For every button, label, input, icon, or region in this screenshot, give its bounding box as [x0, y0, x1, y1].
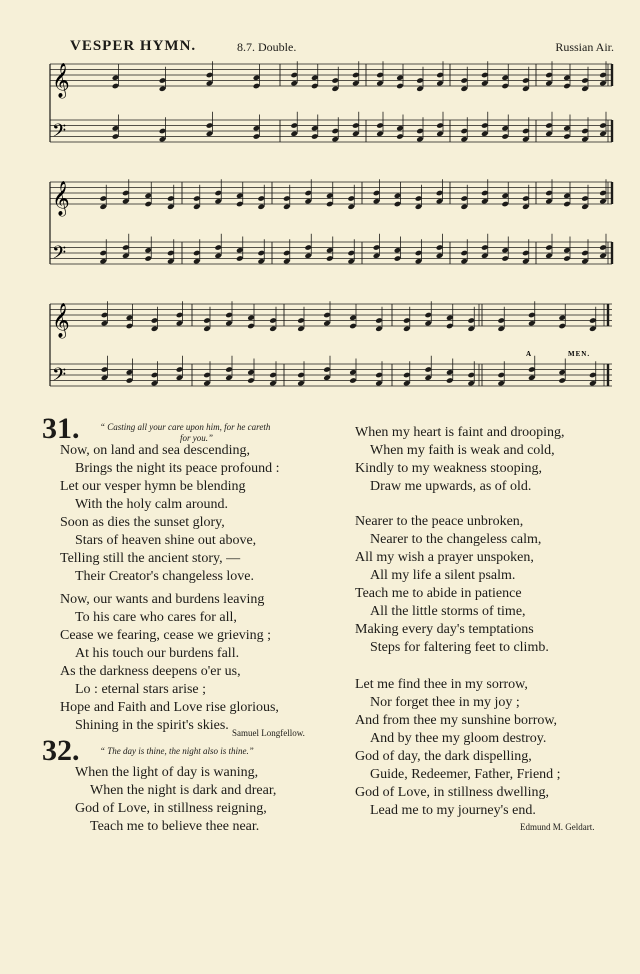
hymn-number-31: 31.	[42, 412, 80, 445]
verse-line: At his touch our burdens fall.	[75, 646, 240, 661]
verse-line: When the light of day is waning,	[75, 765, 259, 780]
verse-line: To his care who cares for all,	[75, 610, 237, 625]
verse-line: Steps for faltering feet to climb.	[370, 640, 549, 655]
verse-line: When the night is dark and drear,	[90, 783, 277, 798]
verse-line: God of Love, in stillness dwelling,	[355, 785, 550, 800]
hymn-meter: 8.7. Double.	[237, 40, 297, 54]
hymn32-quote: “ The day is thine, the night also is thine.”	[100, 746, 254, 756]
verse-line: Their Creator's changeless love.	[75, 569, 255, 584]
verse-line: Nor forget thee in my joy ;	[370, 695, 520, 710]
hymn31-quote-line1: “ Casting all your care upon him, for he careth	[100, 422, 271, 432]
verse-line: With the holy calm around.	[75, 497, 229, 512]
verse-line: Let me find thee in my sorrow,	[355, 677, 528, 692]
verse-line: God of Love, in stillness reigning,	[75, 801, 267, 816]
treble-clef-icon: 𝄞	[52, 181, 70, 216]
verse-line: Teach me to abide in patience	[355, 586, 522, 601]
verse-line: Now, on land and sea descending,	[60, 443, 250, 458]
verse-line: All the little storms of time,	[370, 604, 526, 619]
verse-line: When my faith is weak and cold,	[370, 443, 555, 458]
verse-line: Making every day's temptations	[355, 622, 534, 637]
verse-line: Brings the night its peace profound :	[75, 461, 280, 476]
verse-line: As the darkness deepens o'er us,	[60, 664, 241, 679]
verse-line: Stars of heaven shine out above,	[75, 533, 257, 548]
verse-line: Soon as dies the sunset glory,	[60, 515, 225, 530]
amen-a-label: A	[526, 350, 533, 358]
tune-name: Russian Air.	[555, 40, 614, 54]
bass-clef-icon: 𝄢	[52, 365, 67, 390]
treble-clef-icon: 𝄞	[52, 63, 70, 98]
verse-line: Let our vesper hymn be blending	[60, 479, 246, 494]
verse-line: Draw me upwards, as of old.	[370, 479, 532, 494]
verse-line: And by thee my gloom destroy.	[370, 731, 547, 746]
hymn31-author: Samuel Longfellow.	[232, 728, 305, 738]
hymn-number-32: 32.	[42, 734, 80, 767]
amen-men-label: MEN.	[568, 350, 591, 358]
verse-line: Hope and Faith and Love rise glorious,	[60, 700, 279, 715]
verse-line: Kindly to my weakness stooping,	[355, 461, 543, 476]
hymn-header	[70, 38, 614, 58]
verse-line: Cease we fearing, cease we grieving ;	[60, 628, 272, 643]
verse-line: Lo : eternal stars arise ;	[75, 682, 207, 697]
verse-line: All my wish a prayer unspoken,	[355, 550, 534, 565]
music-score	[48, 58, 620, 410]
verse-line: Telling still the ancient story, —	[60, 551, 241, 566]
verse-line: Nearer to the changeless calm,	[370, 532, 542, 547]
treble-clef-icon: 𝄞	[52, 303, 70, 338]
verse-line: Teach me to believe thee near.	[90, 819, 260, 834]
bass-clef-icon: 𝄢	[52, 243, 67, 268]
hymn31-quote-line2: for you.”	[180, 433, 214, 443]
verse-line: Lead me to my journey's end.	[370, 803, 536, 818]
verse-line: Now, our wants and burdens leaving	[60, 592, 265, 607]
bass-clef-icon: 𝄢	[52, 121, 67, 146]
verse-line: God of day, the dark dispelling,	[355, 749, 532, 764]
verse-line: Shining in the spirit's skies.	[75, 718, 229, 733]
verse-line: When my heart is faint and drooping,	[355, 425, 565, 440]
verse-line: And from thee my sunshine borrow,	[355, 713, 558, 728]
notes-layer	[99, 61, 606, 386]
hymn-title: VESPER HYMN.	[70, 38, 197, 54]
verse-line: Nearer to the peace unbroken,	[355, 514, 524, 529]
staff-layer	[50, 63, 612, 390]
verse-line: Guide, Redeemer, Father, Friend ;	[370, 767, 561, 782]
hymn32-author: Edmund M. Geldart.	[520, 822, 595, 832]
verse-line: All my life a silent psalm.	[370, 568, 516, 583]
